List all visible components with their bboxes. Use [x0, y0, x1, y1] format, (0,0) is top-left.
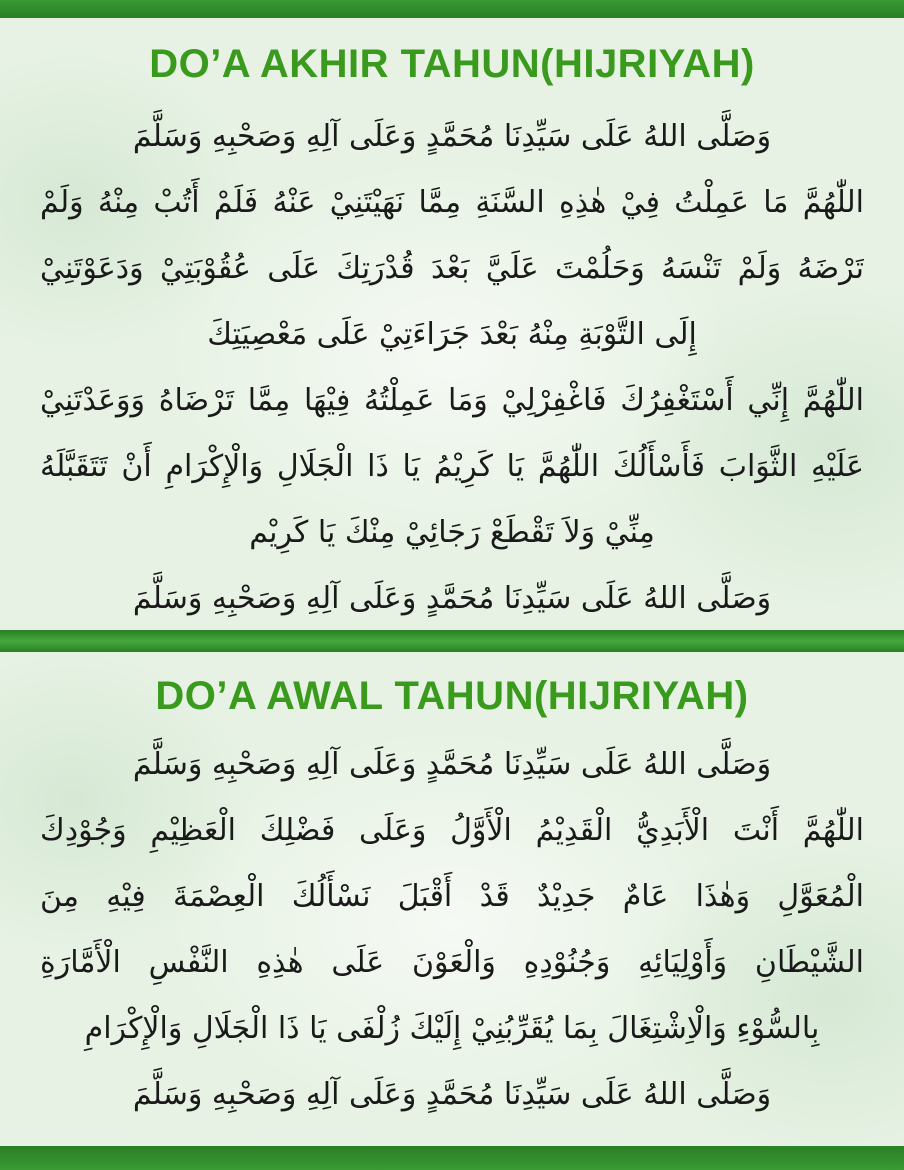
- akhir-line-7: مِنِّيْ وَلاَ تَقْطَعْ رَجَائِيْ مِنْكَ يَا كَرِيْم: [249, 515, 655, 550]
- awal-line-3: الْمُعَوَّلِ وَهٰذَا عَامٌ جَدِيْدٌ قَدْ أَقْبَلَ نَسْأَلُكَ الْعِصْمَةَ فِيْهِ مِنَ: [40, 879, 864, 914]
- doa-awal-tahun-title: DO’A AWAL TAHUN(HIJRIYAH): [155, 674, 749, 718]
- akhir-line-2: اللّٰهُمَّ مَا عَمِلْتُ فِيْ هٰذِهِ السَّنَةِ مِمَّا نَهَيْتَنِيْ عَنْهُ فَلَمْ أَتُبْ مِنْهُ وَلَمْ: [40, 185, 864, 220]
- bottom-green-band: [0, 1146, 904, 1170]
- doa-akhir-tahun-title: DO’A AKHIR TAHUN(HIJRIYAH): [149, 42, 755, 86]
- akhir-line-5: اللّٰهُمَّ إِنِّي أَسْتَغْفِرُكَ فَاغْفِرْلِيْ وَمَا عَمِلْتُهُ فِيْهَا مِمَّا تَرْضَاهُ وَوَعَدْتَنِيْ: [40, 383, 864, 418]
- akhir-line-6: عَلَيْهِ الثَّوَابَ فَأَسْأَلُكَ اللّٰهُمَّ يَا كَرِيْمُ يَا ذَا الْجَلَالِ وَالْإِكْرَامِ أَنْ تَتَقَبَّلَهُ: [40, 449, 864, 484]
- akhir-line-8: وَصَلَّى اللهُ عَلَى سَيِّدِنَا مُحَمَّدٍ وَعَلَى آلِهِ وَصَحْبِهِ وَسَلَّمَ: [132, 581, 772, 616]
- awal-line-6: وَصَلَّى اللهُ عَلَى سَيِّدِنَا مُحَمَّدٍ وَعَلَى آلِهِ وَصَحْبِهِ وَسَلَّمَ: [132, 1077, 772, 1112]
- middle-green-divider: [0, 630, 904, 652]
- akhir-line-3: تَرْضَهُ وَلَمْ تَنْسَهُ وَحَلُمْتَ عَلَيَّ بَعْدَ قُدْرَتِكَ عَلَى عُقُوْبَتِيْ وَدَعَوْتَنِيْ: [40, 251, 864, 286]
- awal-line-5: بِالسُّوْءِ وَالْاِشْتِغَالَ بِمَا يُقَرِّبُنِيْ إِلَيْكَ زُلْفَى يَا ذَا الْجَلَالِ وَالْإِكْرَامِ: [84, 1011, 820, 1046]
- doa-akhir-tahun-text: [40, 104, 864, 632]
- awal-line-1: وَصَلَّى اللهُ عَلَى سَيِّدِنَا مُحَمَّدٍ وَعَلَى آلِهِ وَصَحْبِهِ وَسَلَّمَ: [132, 747, 772, 782]
- akhir-line-4: إِلَى التَّوْبَةِ مِنْهُ بَعْدَ جَرَاءَتِيْ عَلَى مَعْصِيَتِكَ: [207, 317, 697, 352]
- doa-akhir-tahun-panel: [0, 18, 904, 630]
- doa-awal-tahun-panel: [0, 652, 904, 1146]
- awal-line-4: الشَّيْطَانِ وَأَوْلِيَائِهِ وَجُنُوْدِهِ وَالْعَوْنَ عَلَى هٰذِهِ النَّفْسِ الْأَمَّارَةِ: [40, 945, 864, 980]
- top-green-band: [0, 0, 904, 18]
- awal-line-2: اللّٰهُمَّ أَنْتَ الْأَبَدِيُّ الْقَدِيْمُ الْأَوَّلُ وَعَلَى فَضْلِكَ الْعَظِيْمِ وَجُوْدِكَ: [40, 813, 864, 848]
- akhir-line-1: وَصَلَّى اللهُ عَلَى سَيِّدِنَا مُحَمَّدٍ وَعَلَى آلِهِ وَصَحْبِهِ وَسَلَّمَ: [132, 119, 772, 154]
- doa-awal-tahun-text: [40, 732, 864, 1128]
